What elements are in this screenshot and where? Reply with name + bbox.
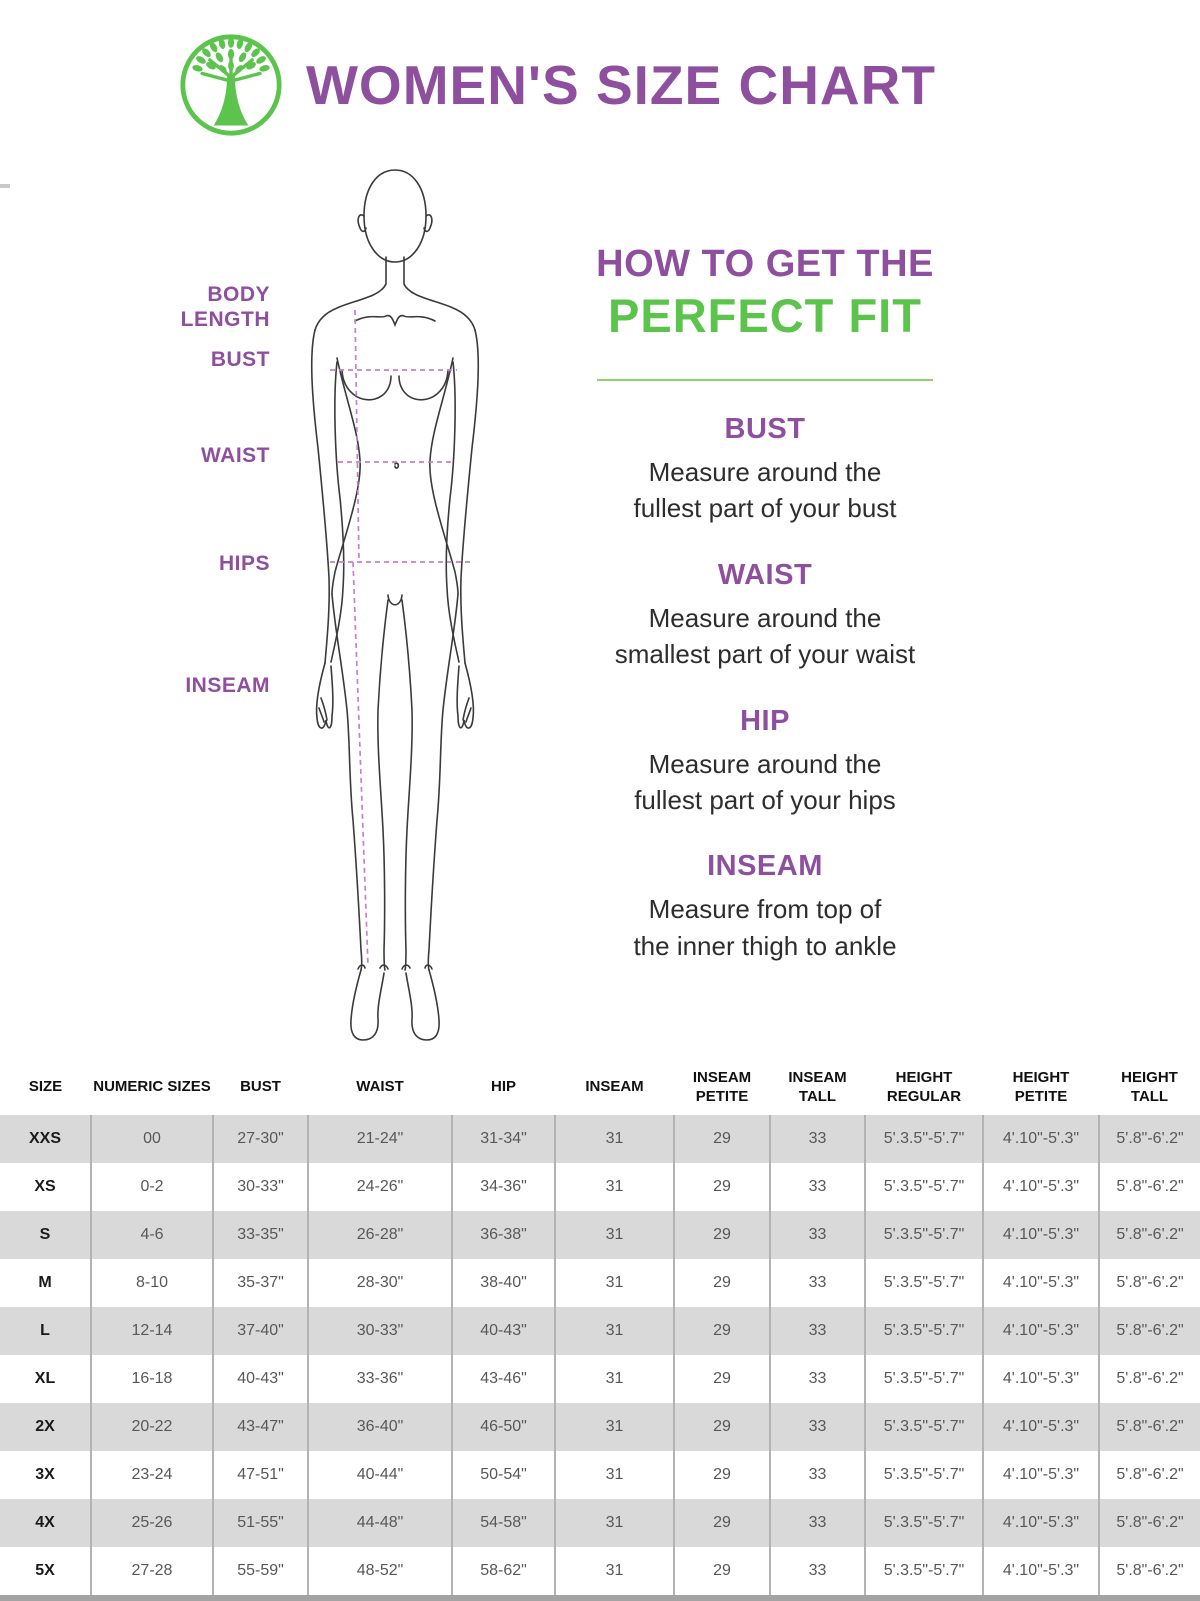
value-cell: 31 [555,1211,674,1259]
value-cell: 36-40" [308,1403,452,1451]
value-cell: 33 [770,1403,865,1451]
section-text-line2: the inner thigh to ankle [633,930,897,961]
value-cell: 46-50" [452,1403,555,1451]
value-cell: 31 [555,1163,674,1211]
value-cell: 5'.8"-6'.2" [1099,1499,1200,1547]
value-cell: 31 [555,1499,674,1547]
value-cell: 5'.8"-6'.2" [1099,1163,1200,1211]
value-cell: 29 [674,1211,770,1259]
tree-logo-icon [178,32,284,138]
figure-label-inseam: INSEAM [185,674,270,697]
value-cell: 00 [91,1115,213,1163]
value-cell: 33 [770,1547,865,1595]
value-cell: 4'.10"-5'.3" [983,1163,1099,1211]
green-divider [597,379,933,381]
column-header: HEIGHT TALL [1099,1060,1200,1115]
size-cell: S [39,1226,51,1243]
body-length-line [355,310,359,562]
column-header: HEIGHT PETITE [983,1060,1099,1115]
value-cell: 55-59" [213,1547,308,1595]
value-cell: 33 [770,1451,865,1499]
table-row [0,1259,1200,1307]
value-cell: 36-38" [452,1211,555,1259]
size-cell: 3X [35,1466,55,1483]
value-cell: 4'.10"-5'.3" [983,1355,1099,1403]
value-cell: 29 [674,1403,770,1451]
table-bottom-strip [0,1595,1200,1601]
size-cell: L [40,1322,50,1339]
value-cell: 27-28 [91,1547,213,1595]
value-cell: 25-26 [91,1499,213,1547]
value-cell: 37-40" [213,1307,308,1355]
value-cell: 16-18 [91,1355,213,1403]
value-cell: 5'.3.5"-5'.7" [865,1307,983,1355]
value-cell: 24-26" [308,1163,452,1211]
value-cell: 33-36" [308,1355,452,1403]
figure-label-body-length: BODY LENGTH [180,283,270,331]
value-cell: 27-30" [213,1115,308,1163]
value-cell: 23-24 [91,1451,213,1499]
size-table-header-row [0,1060,1200,1115]
value-cell: 47-51" [213,1451,308,1499]
body-measurement-figure [285,158,515,1048]
value-cell: 5'.8"-6'.2" [1099,1211,1200,1259]
value-cell: 40-43" [452,1307,555,1355]
value-cell: 28-30" [308,1259,452,1307]
value-cell: 33 [770,1163,865,1211]
section-title: BUST [724,413,806,445]
value-cell: 31 [555,1307,674,1355]
size-cell: 4X [35,1514,55,1531]
table-row [0,1307,1200,1355]
value-cell: 5'.3.5"-5'.7" [865,1211,983,1259]
value-cell: 34-36" [452,1163,555,1211]
section-text-line1: Measure around the [648,457,882,487]
value-cell: 30-33" [213,1163,308,1211]
value-cell: 5'.3.5"-5'.7" [865,1115,983,1163]
size-cell: 5X [35,1562,55,1579]
value-cell: 4'.10"-5'.3" [983,1115,1099,1163]
fit-guide [585,243,945,964]
value-cell: 33-35" [213,1211,308,1259]
value-cell: 29 [674,1259,770,1307]
value-cell: 29 [674,1115,770,1163]
value-cell: 5'.8"-6'.2" [1099,1307,1200,1355]
value-cell: 5'.8"-6'.2" [1099,1355,1200,1403]
value-cell: 31 [555,1355,674,1403]
size-cell: XL [34,1370,56,1387]
value-cell: 29 [674,1307,770,1355]
value-cell: 31 [555,1115,674,1163]
table-row [0,1547,1200,1595]
value-cell: 33 [770,1499,865,1547]
size-table-body [0,1115,1200,1595]
column-header: HIP [452,1060,555,1115]
column-header: INSEAM TALL [770,1060,865,1115]
size-cell: XS [34,1178,56,1195]
value-cell: 20-22 [91,1403,213,1451]
value-cell: 5'.3.5"-5'.7" [865,1547,983,1595]
table-row [0,1355,1200,1403]
fit-section-inseam [585,850,945,964]
value-cell: 4-6 [91,1211,213,1259]
value-cell: 4'.10"-5'.3" [983,1451,1099,1499]
value-cell: 51-55" [213,1499,308,1547]
value-cell: 43-46" [452,1355,555,1403]
table-row [0,1451,1200,1499]
value-cell: 54-58" [452,1499,555,1547]
size-table-section [0,1060,1200,1601]
fit-guide-heading-line1: HOW TO GET THE [596,243,934,285]
size-cell: XXS [28,1130,61,1147]
column-header: INSEAM PETITE [674,1060,770,1115]
value-cell: 5'.3.5"-5'.7" [865,1403,983,1451]
section-text-line2: smallest part of your waist [614,639,916,670]
fit-section-waist [585,559,945,673]
value-cell: 26-28" [308,1211,452,1259]
value-cell: 44-48" [308,1499,452,1547]
value-cell: 5'.8"-6'.2" [1099,1115,1200,1163]
value-cell: 29 [674,1547,770,1595]
figure-label-hips: HIPS [218,552,270,575]
figure-label-bust: BUST [210,348,270,371]
value-cell: 40-43" [213,1355,308,1403]
value-cell: 29 [674,1355,770,1403]
fit-section-hip [585,705,945,819]
page-title: WOMEN'S SIZE CHART [306,54,936,116]
value-cell: 50-54" [452,1451,555,1499]
value-cell: 5'.3.5"-5'.7" [865,1499,983,1547]
edge-mark [0,184,10,188]
value-cell: 33 [770,1307,865,1355]
section-title: WAIST [717,558,813,591]
value-cell: 5'.3.5"-5'.7" [865,1259,983,1307]
value-cell: 8-10 [91,1259,213,1307]
table-row [0,1163,1200,1211]
section-title: HIP [740,704,790,737]
section-text-line2: fullest part of your hips [634,784,896,815]
value-cell: 0-2 [91,1163,213,1211]
size-table [0,1060,1200,1595]
inseam-line [353,562,368,965]
section-text-line2: fullest part of your bust [633,493,897,524]
value-cell: 4'.10"-5'.3" [983,1211,1099,1259]
table-row [0,1115,1200,1163]
table-row [0,1211,1200,1259]
value-cell: 5'.8"-6'.2" [1099,1547,1200,1595]
table-row [0,1403,1200,1451]
value-cell: 5'.3.5"-5'.7" [865,1163,983,1211]
value-cell: 30-33" [308,1307,452,1355]
section-text-line1: Measure around the [648,748,882,779]
column-header: WAIST [308,1060,452,1115]
value-cell: 33 [770,1115,865,1163]
column-header: SIZE [0,1060,91,1115]
column-header: HEIGHT REGULAR [865,1060,983,1115]
column-header: INSEAM [555,1060,674,1115]
value-cell: 43-47" [213,1403,308,1451]
value-cell: 12-14 [91,1307,213,1355]
value-cell: 4'.10"-5'.3" [983,1547,1099,1595]
figure-label-waist: WAIST [201,444,270,467]
value-cell: 33 [770,1211,865,1259]
size-cell: 2X [35,1418,55,1435]
table-row [0,1499,1200,1547]
value-cell: 4'.10"-5'.3" [983,1499,1099,1547]
value-cell: 31 [555,1403,674,1451]
value-cell: 58-62" [452,1547,555,1595]
value-cell: 21-24" [308,1115,452,1163]
value-cell: 33 [770,1259,865,1307]
fit-section-bust [585,413,945,527]
value-cell: 33 [770,1355,865,1403]
column-header: NUMERIC SIZES [91,1060,213,1115]
column-header: BUST [213,1060,308,1115]
fit-guide-heading-line2: PERFECT FIT [608,289,922,342]
value-cell: 29 [674,1163,770,1211]
value-cell: 4'.10"-5'.3" [983,1307,1099,1355]
value-cell: 4'.10"-5'.3" [983,1259,1099,1307]
value-cell: 5'.8"-6'.2" [1099,1451,1200,1499]
value-cell: 31 [555,1547,674,1595]
value-cell: 38-40" [452,1259,555,1307]
value-cell: 31 [555,1451,674,1499]
value-cell: 29 [674,1451,770,1499]
size-cell: M [38,1274,52,1291]
section-text-line1: Measure from top of [648,894,882,925]
value-cell: 31-34" [452,1115,555,1163]
section-title: INSEAM [707,850,823,883]
value-cell: 5'.3.5"-5'.7" [865,1451,983,1499]
value-cell: 5'.8"-6'.2" [1099,1403,1200,1451]
page-header [178,32,936,138]
value-cell: 31 [555,1259,674,1307]
section-text-line1: Measure around the [648,602,882,633]
value-cell: 4'.10"-5'.3" [983,1403,1099,1451]
value-cell: 48-52" [308,1547,452,1595]
value-cell: 29 [674,1499,770,1547]
value-cell: 40-44" [308,1451,452,1499]
value-cell: 35-37" [213,1259,308,1307]
value-cell: 5'.8"-6'.2" [1099,1259,1200,1307]
value-cell: 5'.3.5"-5'.7" [865,1355,983,1403]
